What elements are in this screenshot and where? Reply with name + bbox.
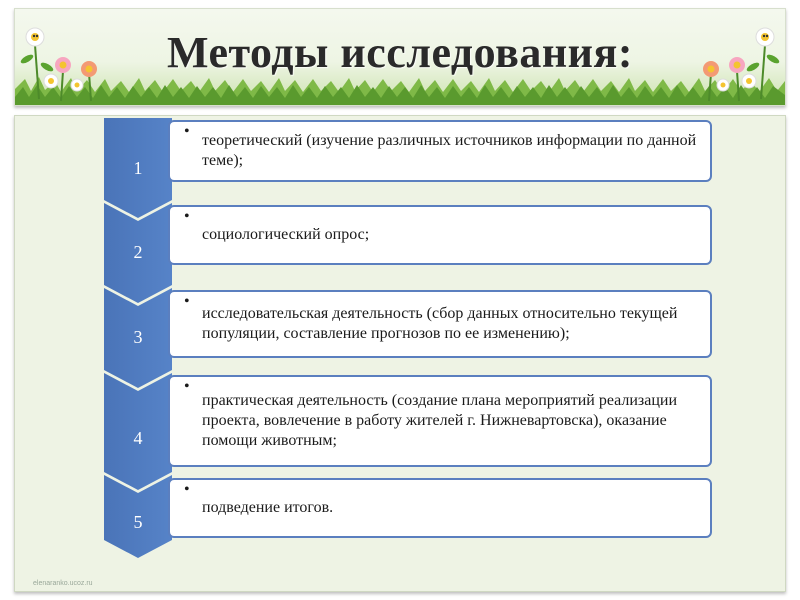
step-text-1: теоретический (изучение различных источников информации по данной теме);: [202, 132, 697, 169]
step-number-3: 3: [133, 327, 143, 347]
step-text-4: практическая деятельность (создание плана мероприятий реализации проекта, вовлечение в работу жителей г. Нижневартовска), оказание помощи животным;: [202, 392, 678, 449]
bullet-icon: •: [184, 123, 190, 140]
bullet-icon: •: [184, 293, 190, 310]
step-text-2: социологический опрос;: [202, 226, 370, 243]
page-title: Методы исследования:: [167, 28, 633, 77]
step-text-5: подведение итогов.: [202, 499, 334, 516]
step-box-1: [168, 120, 712, 182]
bullet-icon: •: [184, 208, 190, 225]
bullet-icon: •: [184, 481, 190, 498]
step-box-5: [168, 478, 712, 538]
step-box-3: [168, 290, 712, 358]
watermark-text: elenaranko.ucoz.ru: [33, 580, 93, 587]
step-text-3: исследовательская деятельность (сбор данных относительно текущей популяции, составление прогнозов по ее изменению);: [202, 305, 678, 342]
step-number-2: 2: [133, 242, 143, 262]
step-box-4: [168, 375, 712, 467]
step-box-2: [168, 205, 712, 265]
step-number-1: 1: [133, 158, 143, 178]
step-number-4: 4: [133, 428, 143, 448]
bullet-icon: •: [184, 378, 190, 395]
step-number-5: 5: [133, 512, 143, 532]
